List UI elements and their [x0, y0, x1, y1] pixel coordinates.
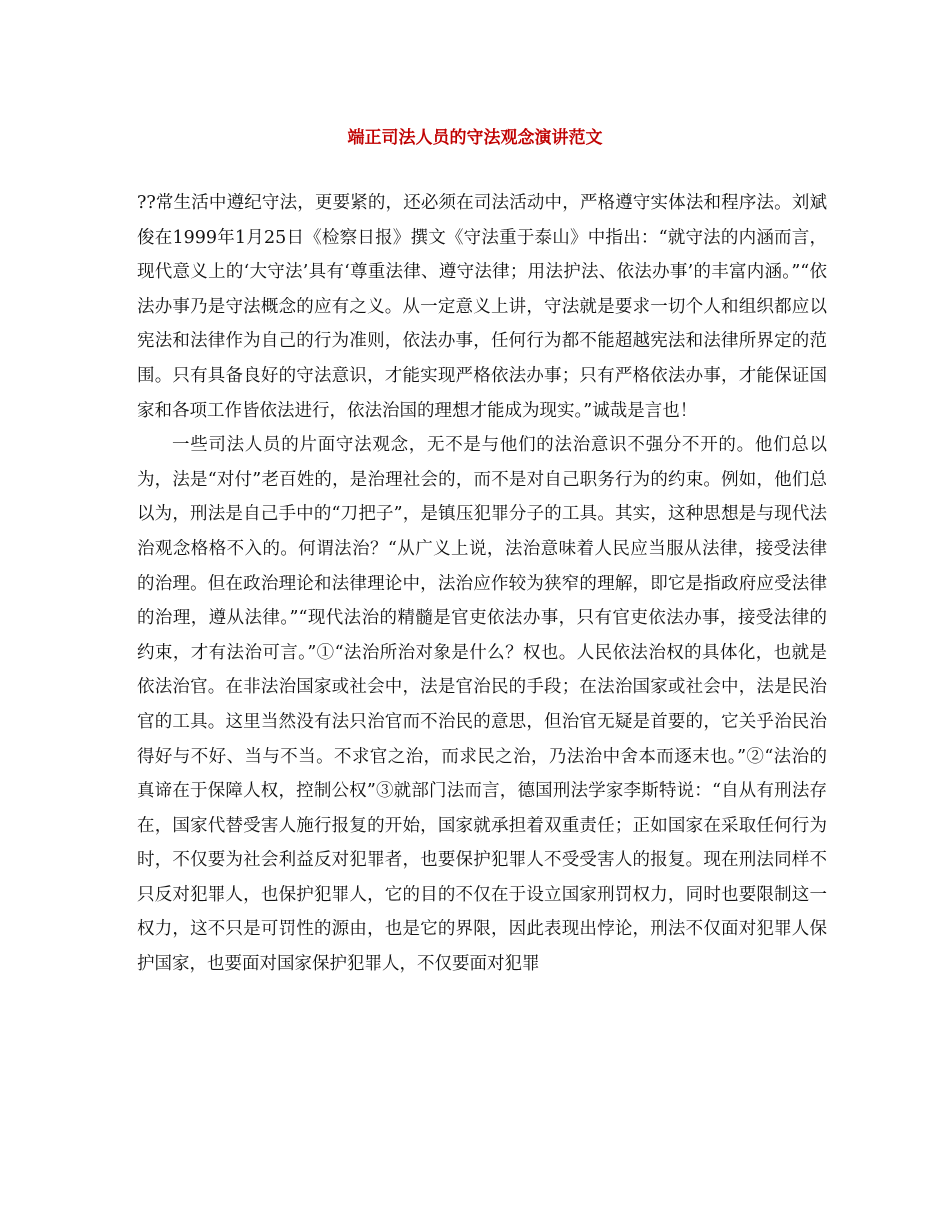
document-body — [137, 186, 827, 982]
document-title: 端正司法人员的守法观念演讲范文 — [347, 128, 603, 148]
paragraph-1: ??常生活中遵纪守法，更要紧的，还必须在司法活动中，严格遵守实体法和程序法。刘斌俊在1999年1月25日《检察日报》撰文《守法重于泰山》中指出：“就守法的内涵而言，现代意义上的‘大守法’具有‘尊重法律、遵守法律；用法护法、依法办事’的丰富内涵。”“依法办事乃是守法概念的应有之义。从一定意义上讲，守法就是要求一切个人和组织都应以宪法和法律作为自己的行为准则，依法办事，任何行为都不能超越宪法和法律所界定的范围。只有具备良好的守法意识，才能实现严格依法办事；只有严格依法办事，才能保证国家和各项工作皆依法进行，依法治国的理想才能成为现实。”诚哉是言也！ — [137, 193, 827, 421]
paragraph-2: 一些司法人员的片面守法观念，无不是与他们的法治意识不强分不开的。他们总以为，法是“对付”老百姓的，是治理社会的，而不是对自己职务行为的约束。例如，他们总以为，刑法是自己手中的“刀把子”，是镇压犯罪分子的工具。其实，这种思想是与现代法治观念格格不入的。何谓法治？“从广义上说，法治意味着人民应当服从法律，接受法律的治理。但在政治理论和法律理论中，法治应作较为狭窄的理解，即它是指政府应受法律的治理，遵从法律。”“现代法治的精髓是官吏依法办事，只有官吏依法办事，接受法律的约束，才有法治可言。”①“法治所治对象是什么？权也。人民依法治权的具体化，也就是依法治官。在非法治国家或社会中，法是官治民的手段；在法治国家或社会中，法是民治官的工具。这里当然没有法只治官而不治民的意思，但治官无疑是首要的，它关乎治民治得好与不好、当与不当。不求官之治，而求民之治，乃法治中舍本而逐末也。”②“法治的真谛在于保障人权，控制公权”③就部门法而言，德国刑法学家李斯特说：“自从有刑法存在，国家代替受害人施行报复的开始，国家就承担着双重责任；正如国家在采取任何行为时，不仅要为社会利益反对犯罪者，也要保护犯罪人不受受害人的报复。现在刑法同样不只反对犯罪人，也保护犯罪人，它的目的不仅在于设立国家刑罚权力，同时也要限制这一权力，这不只是可罚性的源由，也是它的界限，因此表现出悖论，刑法不仅面对犯罪人保护国家，也要面对国家保护犯罪人，不仅要面对犯罪 — [137, 435, 827, 975]
